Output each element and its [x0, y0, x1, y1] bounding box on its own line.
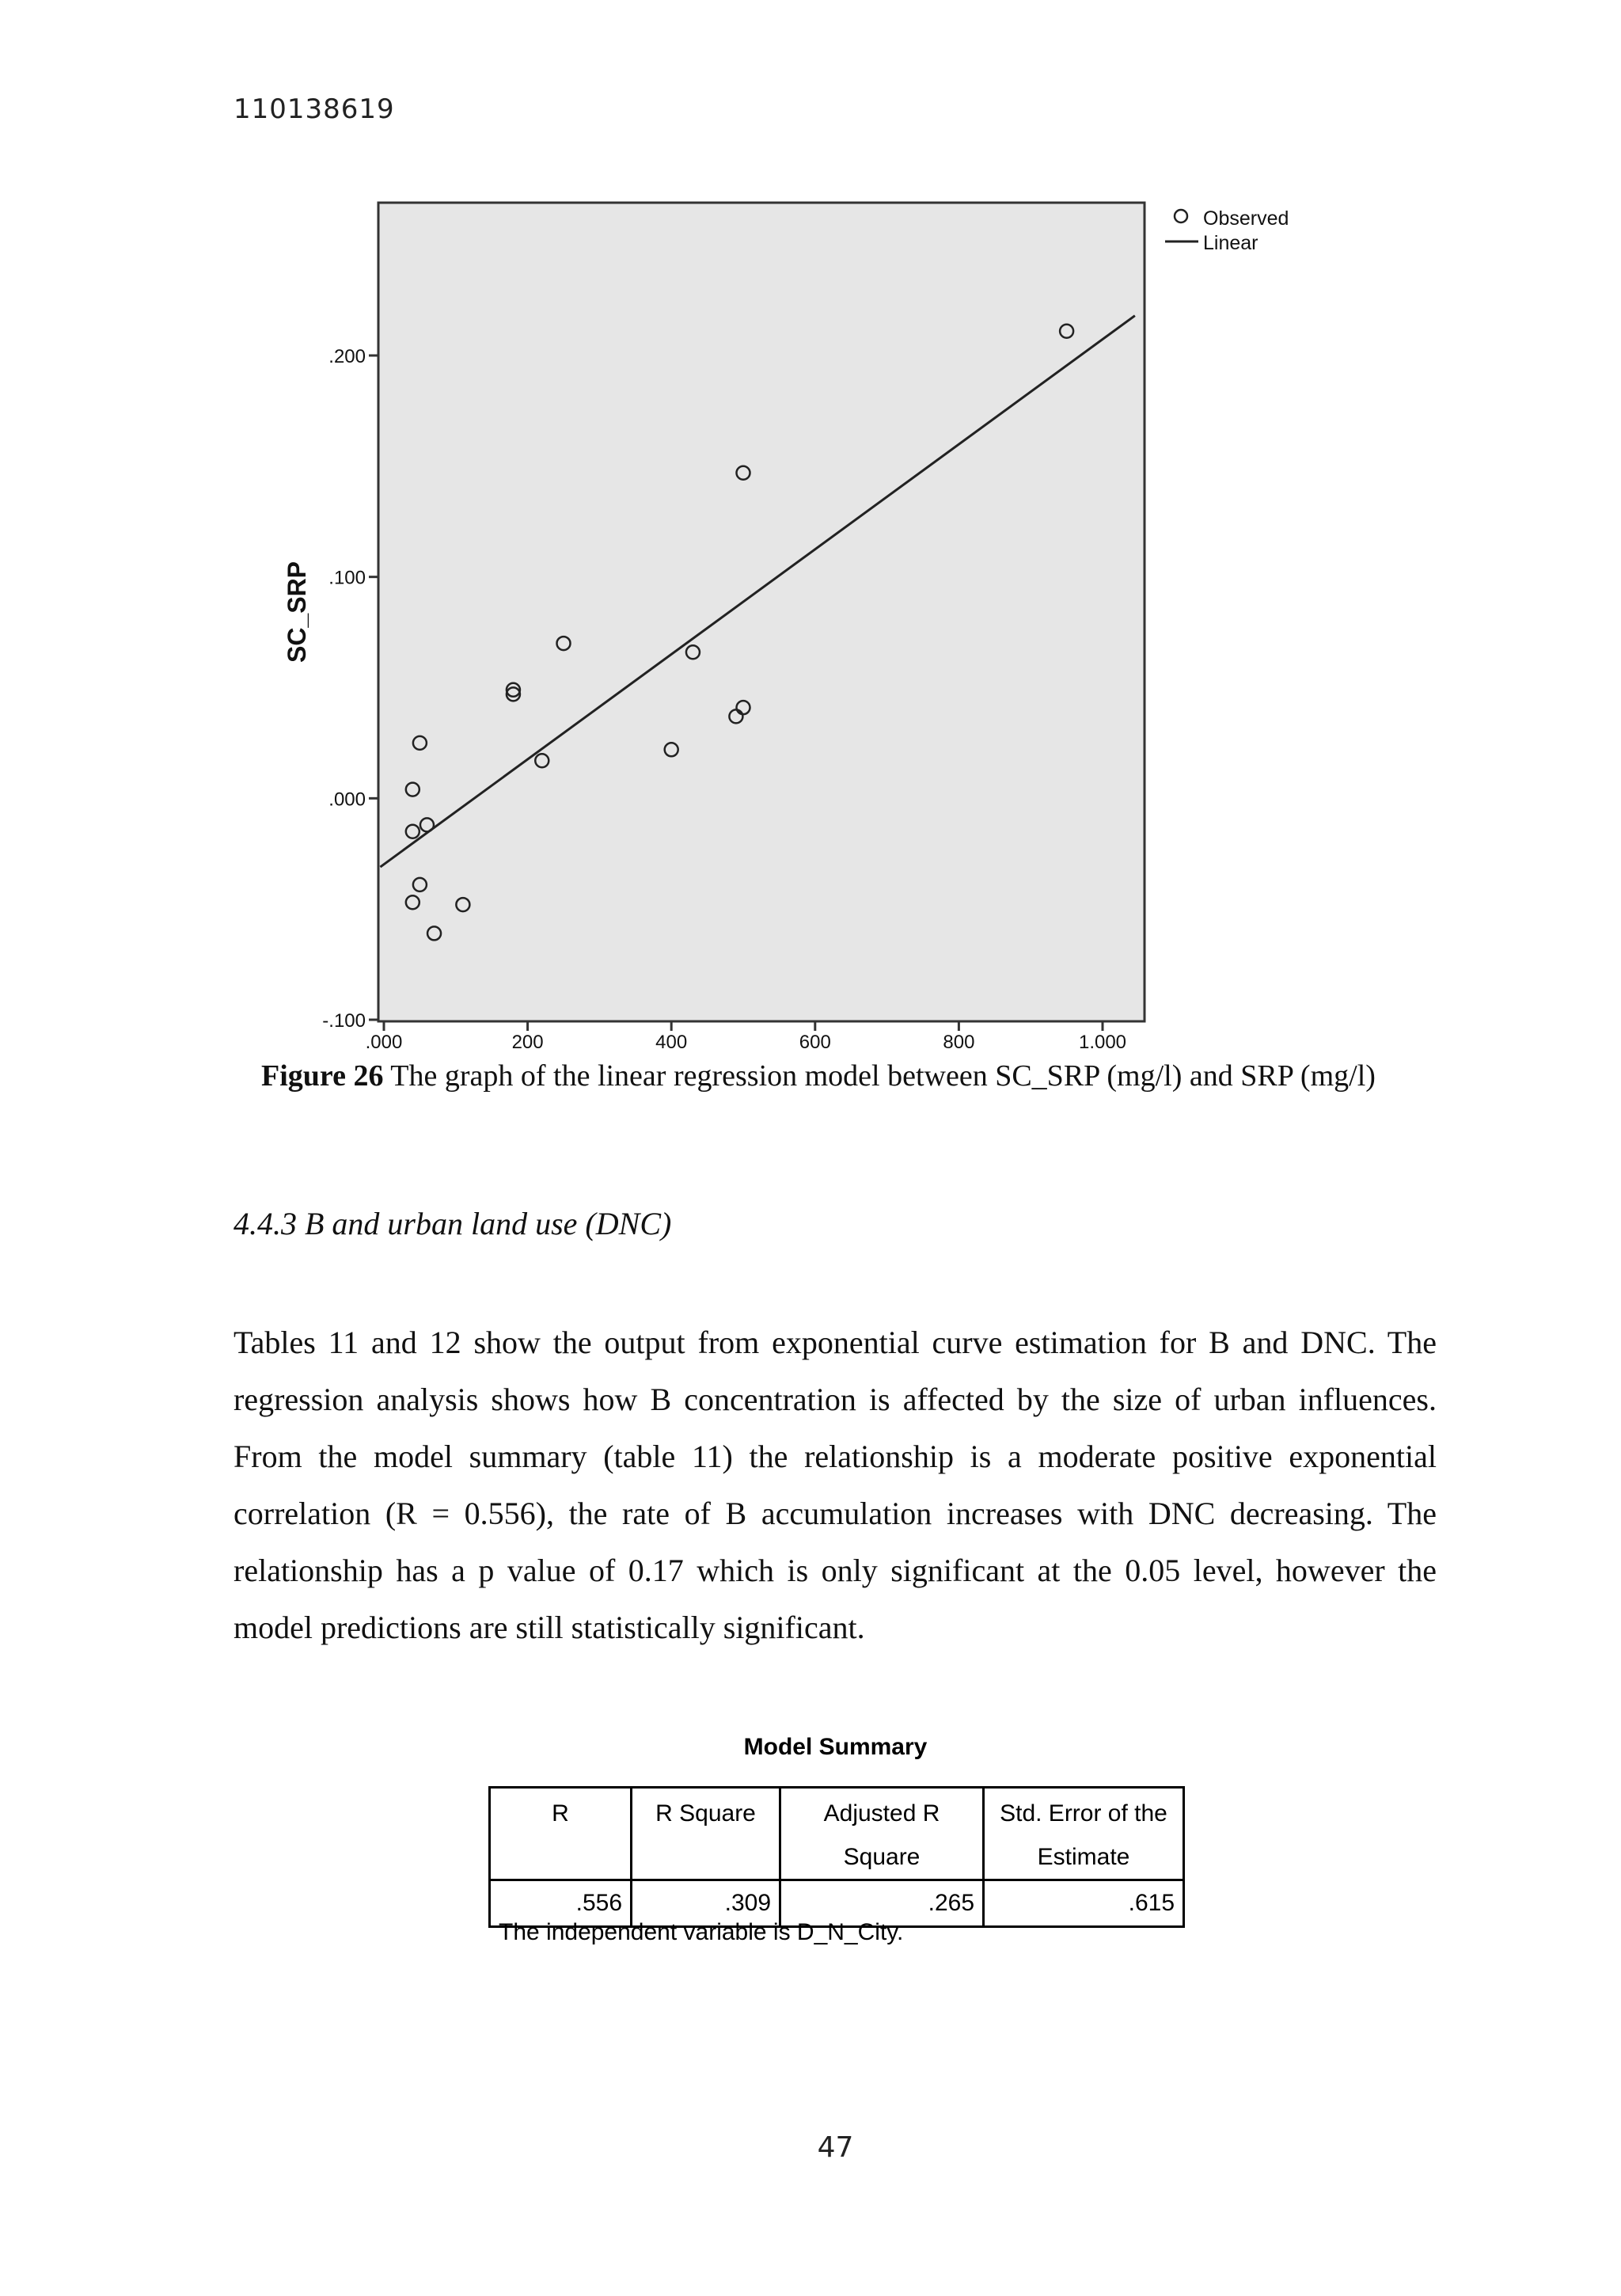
- x-tick-label: 800: [943, 1032, 975, 1053]
- table-header-row: [490, 1788, 1184, 1880]
- paragraph-line: correlation (R = 0.556), the rate of B accumulation increases with DNC decreasing. The: [233, 1496, 1437, 1531]
- cell-r: .556: [490, 1880, 632, 1927]
- cell-r-square: .309: [632, 1880, 780, 1927]
- figure-caption: [261, 1059, 1376, 1093]
- x-tick-label: 600: [799, 1032, 831, 1053]
- cell-std-error: .615: [984, 1880, 1184, 1927]
- y-tick-label: .000: [328, 789, 366, 811]
- y-tick-label: .100: [328, 567, 366, 589]
- table-footnote: The independent variable is D_N_City.: [499, 1919, 904, 1945]
- paragraph-line: Tables 11 and 12 show the output from exponential curve estimation for B and DNC. The: [233, 1325, 1437, 1360]
- header-cell-r: R: [490, 1788, 632, 1880]
- section-heading: 4.4.3 B and urban land use (DNC): [233, 1206, 672, 1241]
- cell-adjusted-r-square: .265: [780, 1880, 984, 1927]
- x-tick-label: 1.000: [1078, 1032, 1127, 1053]
- figure-caption-text: The graph of the linear regression model between SC_SRP (mg/l) and SRP (mg/l): [383, 1059, 1376, 1093]
- legend-linear-label: Linear: [1203, 232, 1258, 254]
- y-axis-title: SC_SRP: [283, 561, 311, 663]
- body-paragraph: [233, 1314, 1437, 1656]
- paragraph-line: regression analysis shows how B concentration is affected by the size of urban influences.: [233, 1382, 1437, 1417]
- regression-scatter-chart: [0, 0, 1621, 1053]
- x-tick-label: 400: [655, 1032, 688, 1053]
- legend-observed-label: Observed: [1203, 207, 1289, 230]
- y-tick-label: .200: [328, 346, 366, 367]
- figure-caption-label: Figure 26: [261, 1059, 384, 1093]
- x-tick-label: 200: [511, 1032, 544, 1053]
- plot-area: [378, 203, 1145, 1021]
- legend: [1165, 207, 1289, 254]
- page-number: 47: [817, 2131, 854, 2164]
- y-tick-label: -.100: [322, 1010, 366, 1032]
- document-id: 110138619: [233, 93, 395, 125]
- header-cell-adjusted-r-square: Adjusted R Square: [780, 1788, 984, 1880]
- table-title: Model Summary: [743, 1734, 928, 1760]
- paragraph-line: relationship has a p value of 0.17 which is only significant at the 0.05 level, however the: [233, 1553, 1437, 1588]
- legend-observed-marker: [1175, 210, 1187, 222]
- paragraph-line: From the model summary (table 11) the relationship is a moderate positive exponential: [233, 1439, 1437, 1474]
- header-cell-r-square: R Square: [632, 1788, 780, 1880]
- header-cell-std-error: Std. Error of the Estimate: [984, 1788, 1184, 1880]
- model-summary-table: [488, 1786, 1185, 1928]
- x-tick-label: .000: [365, 1032, 403, 1053]
- paragraph-line: model predictions are still statistically significant.: [233, 1610, 865, 1645]
